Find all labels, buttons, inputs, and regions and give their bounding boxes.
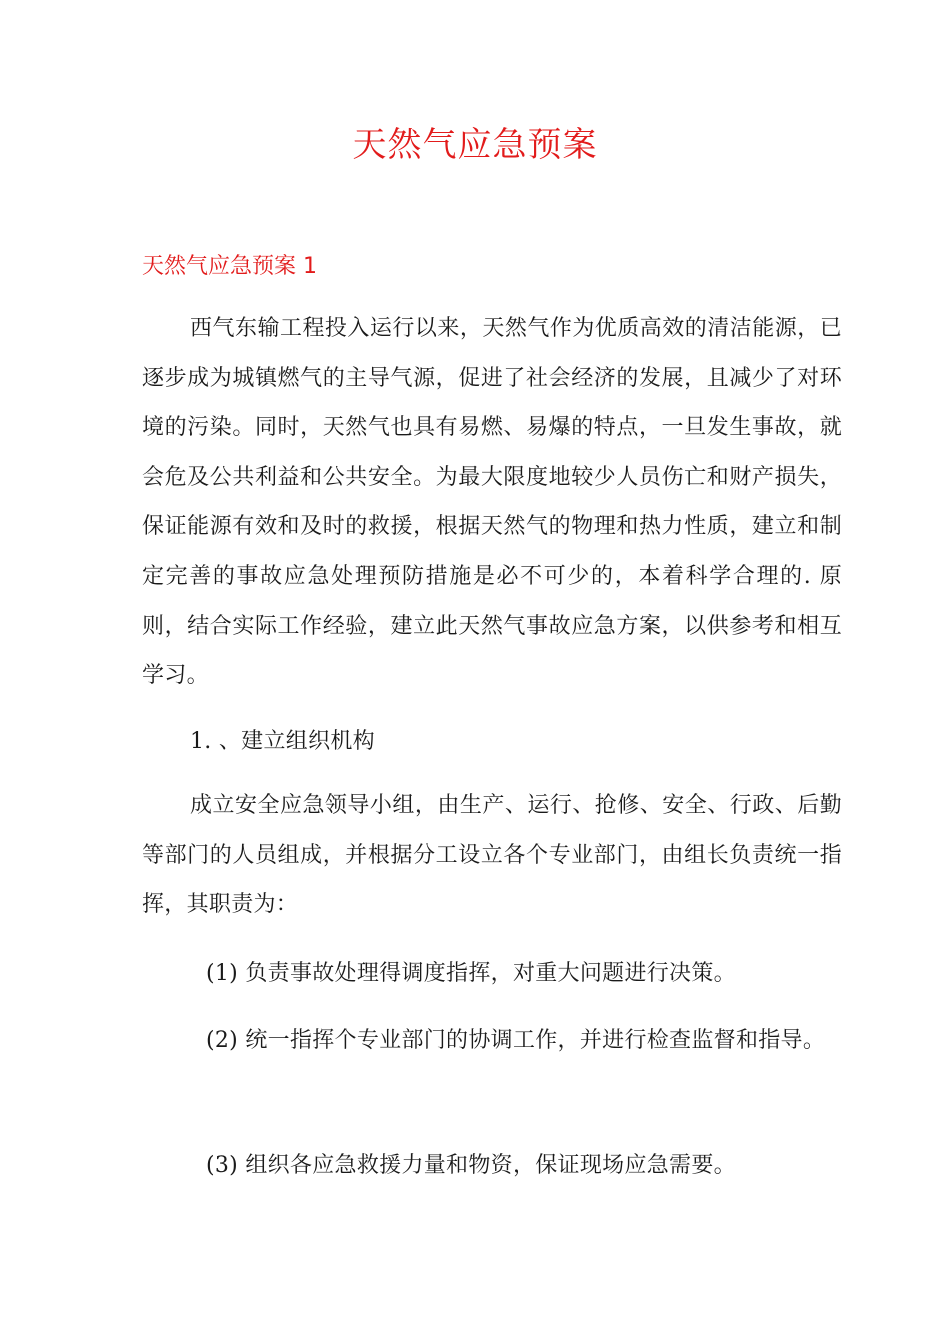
list-item: (3) 组织各应急救援力量和物资，保证现场应急需要。 (206, 1153, 736, 1178)
list-item: (2) 统一指挥个专业部门的协调工作，并进行检查监督和指导。 (206, 1028, 826, 1053)
list-item: (1) 负责事故处理得调度指挥，对重大问题进行决策。 (206, 961, 736, 986)
sub-heading-organization: 1. 、建立组织机构 (190, 729, 375, 754)
paragraph-intro: 西气东输工程投入运行以来，天然气作为优质高效的清洁能源，已逐步成为城镇燃气的主导气源，促进了社会经济的发展，且减少了对环境的污染。同时，天然气也具有易燃、易爆的特点，一旦发生事故，就会危及公共利益和公共安全。为最大限度地较少人员伤亡和财产损失，保证能源有效和及时的救援，根据天然气的物理和热力性质，建立和制定完善的事故应急处理预防措施是必不可少的，本着科学合理的. 原则，结合实际工作经验，建立此天然气事故应急方案，以供参考和相互学习。 (142, 316, 842, 689)
paragraph-organization: 成立安全应急领导小组，由生产、运行、抢修、安全、行政、后勤等部门的人员组成，并根据分工设立各个专业部门，由组长负责统一指挥，其职责为： (142, 793, 842, 918)
section-heading: 天然气应急预案 1 (142, 254, 317, 279)
document-title: 天然气应急预案 (352, 125, 598, 165)
